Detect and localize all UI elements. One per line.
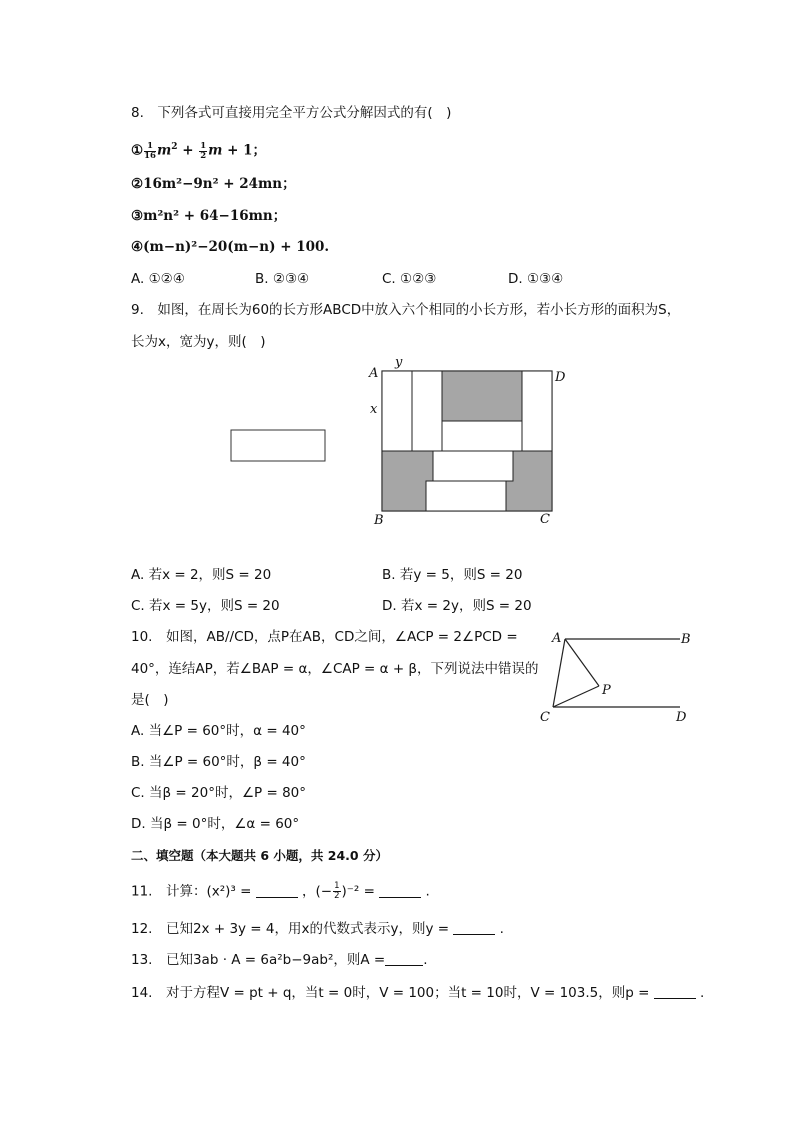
q11: 11. 计算：(x²)³ = ，(− $\frac{1}{2}$ )⁻² = . — [131, 881, 430, 901]
q8-item-4: ④(m−n)²−20(m−n) + 100. — [131, 239, 330, 255]
q14: 14. 对于方程V = pt + q，当t = 0时，V = 100；当t = 10时，V = 103.5，则p = . — [131, 985, 705, 1001]
q9-option-a[interactable]: A. 若x = 2，则S = 20 — [131, 567, 272, 583]
shaded-region-top — [442, 371, 522, 421]
q10-option-c[interactable]: C. 当β = 20°时，∠P = 80° — [131, 785, 307, 801]
small-rectangle-sample — [231, 430, 325, 461]
q8-stem: 8. 下列各式可直接用完全平方公式分解因式的有( ) — [131, 105, 452, 121]
label-p: P — [602, 683, 611, 698]
answer-blank[interactable] — [654, 984, 696, 999]
q9-option-c[interactable]: C. 若x = 5y，则S = 20 — [131, 598, 280, 614]
q9-option-b[interactable]: B. 若y = 5，则S = 20 — [382, 567, 523, 583]
label-d: D — [676, 710, 687, 725]
small-rect-5 — [433, 451, 513, 481]
segment-ap — [565, 639, 599, 686]
label-b: B — [681, 632, 691, 647]
q9-stem-line1: 9. 如图，在周长为60的长方形ABCD中放入六个相同的小长方形，若小长方形的面积为S， — [131, 302, 681, 318]
label-y: y — [395, 355, 403, 370]
q8-option-a[interactable]: A. ①②④ — [131, 271, 185, 287]
answer-blank[interactable] — [379, 883, 421, 898]
small-rect-4 — [442, 421, 522, 451]
fraction: $\frac{1}{16}$ — [144, 140, 156, 161]
section-heading: 二、填空题（本大题共 6 小题，共 24.0 分） — [131, 848, 388, 863]
label-x: x — [370, 402, 378, 417]
q10-option-b[interactable]: B. 当∠P = 60°时，β = 40° — [131, 754, 306, 770]
q9-figure — [225, 352, 570, 530]
shaded-region-left — [382, 451, 433, 511]
q10-option-a[interactable]: A. 当∠P = 60°时，α = 40° — [131, 723, 306, 739]
label-a: A — [552, 631, 562, 646]
answer-blank[interactable] — [256, 883, 298, 898]
q8-option-c[interactable]: C. ①②③ — [382, 271, 437, 287]
answer-blank[interactable] — [385, 951, 423, 966]
small-rect-6 — [426, 481, 506, 511]
item-mark: ① — [131, 142, 144, 159]
label-c: C — [540, 512, 550, 527]
q12: 12. 已知2x + 3y = 4，用x的代数式表示y，则y = . — [131, 921, 504, 937]
q10-stem-line2: 40°，连结AP，若∠BAP = α，∠CAP = α + β，下列说法中错误的 — [131, 661, 539, 677]
q8-option-d[interactable]: D. ①③④ — [508, 271, 564, 287]
small-rect-2 — [412, 371, 442, 451]
q10-stem-line1: 10. 如图，AB//CD，点P在AB，CD之间，∠ACP = 2∠PCD = — [131, 629, 518, 645]
label-b: B — [374, 513, 384, 528]
fraction: $\frac{1}{2}$ — [200, 140, 207, 161]
q8-item-3: ③m²n² + 64−16mn； — [131, 208, 287, 224]
segment-cp — [553, 686, 599, 707]
segment-ac — [553, 639, 565, 707]
q13: 13. 已知3ab · A = 6a²b−9ab²，则A = . — [131, 952, 428, 968]
q10-option-d[interactable]: D. 当β = 0°时，∠α = 60° — [131, 816, 300, 832]
fraction: $\frac{1}{2}$ — [334, 881, 340, 901]
small-rect-1 — [382, 371, 412, 451]
small-rect-3 — [522, 371, 552, 451]
q10-stem-line3: 是( ) — [131, 692, 169, 708]
label-c: C — [540, 710, 550, 725]
q9-option-d[interactable]: D. 若x = 2y，则S = 20 — [382, 598, 532, 614]
label-d: D — [555, 370, 566, 385]
label-a: A — [369, 366, 379, 381]
q8-option-b[interactable]: B. ②③④ — [255, 271, 310, 287]
q10-figure — [535, 628, 700, 726]
q9-stem-line2: 长为x，宽为y，则( ) — [131, 334, 266, 350]
q8-item-1: ① $\frac{1}{16}$ $m^2$ + $\frac{1}{2}$ m + 1； — [131, 140, 267, 161]
answer-blank[interactable] — [453, 920, 495, 935]
q8-item-2: ②16m²−9n² + 24mn； — [131, 176, 296, 192]
